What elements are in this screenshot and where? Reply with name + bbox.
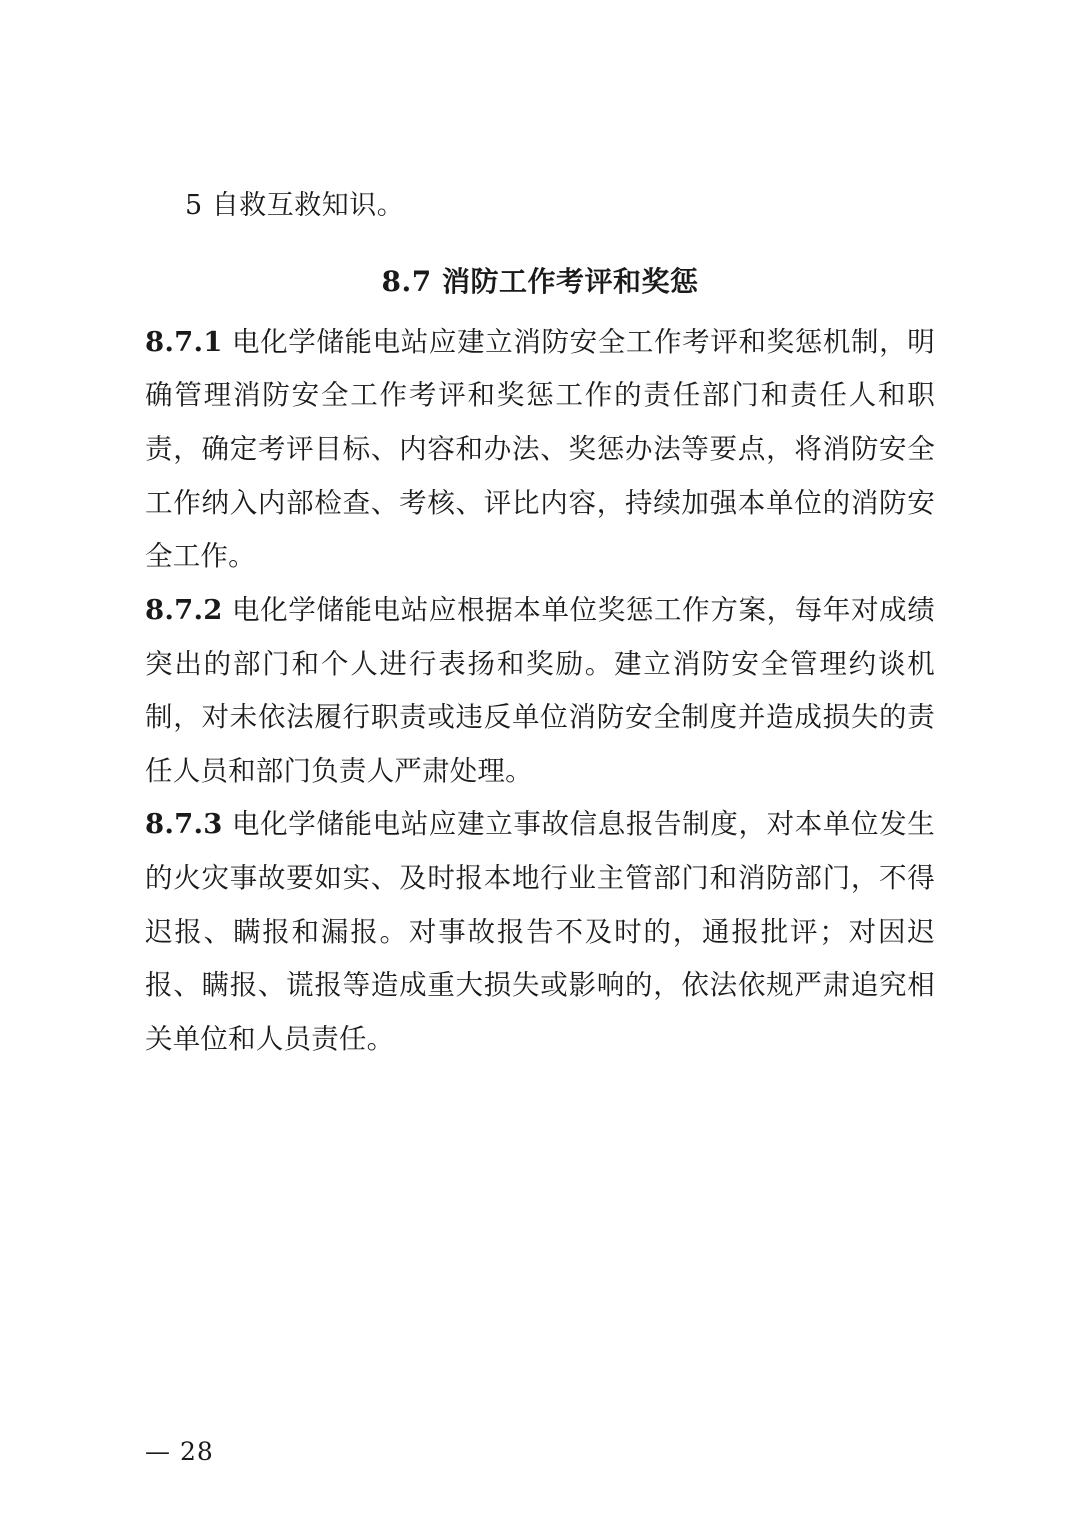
paragraph-number: 8.7.3 (145, 808, 223, 841)
paragraph-8-7-1 (145, 316, 935, 584)
paragraph-number: 8.7.1 (145, 325, 223, 358)
paragraph-text: 电化学储能电站应根据本单位奖惩工作方案，每年对成绩突出的部门和个人进行表扬和奖励。建立消防安全管理约谈机制，对未依法履行职责或违反单位消防安全制度并造成损失的责任人员和部门负责人严肃处理。 (145, 593, 935, 787)
list-item: 5 自救互救知识。 (185, 190, 405, 221)
paragraph-8-7-2 (145, 584, 935, 799)
section-title: 消防工作考评和奖惩 (441, 264, 699, 298)
page-content (145, 180, 935, 1067)
paragraph-8-7-3 (145, 798, 935, 1066)
section-number: 8.7 (381, 264, 432, 298)
section-heading (145, 255, 935, 308)
page-number: — 28 (145, 1437, 214, 1466)
paragraph-number: 8.7.2 (145, 593, 223, 626)
paragraph-text: 电化学储能电站应建立消防安全工作考评和奖惩机制，明确管理消防安全工作考评和奖惩工作的责任部门和责任人和职责，确定考评目标、内容和办法、奖惩办法等要点，将消防安全工作纳入内部检查、考核、评比内容，持续加强本单位的消防安全工作。 (145, 325, 935, 573)
paragraph-text: 电化学储能电站应建立事故信息报告制度，对本单位发生的火灾事故要如实、及时报本地行业主管部门和消防部门，不得迟报、瞒报和漏报。对事故报告不及时的，通报批评；对因迟报、瞒报、谎报等造成重大损失或影响的，依法依规严肃追究相关单位和人员责任。 (145, 808, 935, 1055)
